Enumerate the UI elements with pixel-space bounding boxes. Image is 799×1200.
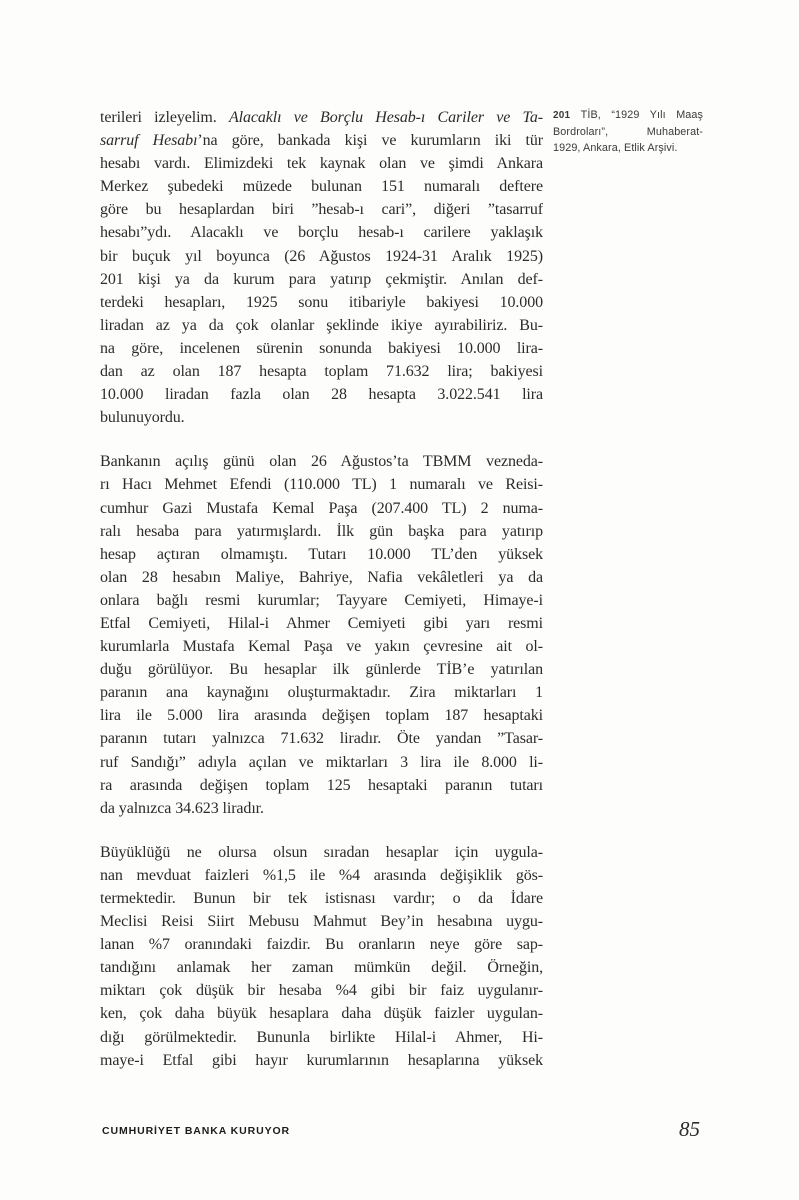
text-segment: lira ile 5.000 lira arasında değişen toplam 187 hesaptaki: [100, 707, 543, 725]
text-line: [100, 727, 543, 750]
text-segment: olan 28 hesabın Maliye, Bahriye, Nafia vekâletleri ya da: [100, 568, 543, 586]
text-segment: onlara bağlı resmi kurumlar; Tayyare Cemiyeti, Himaye-i: [100, 591, 543, 609]
text-line: [100, 520, 543, 543]
text-segment: maye-i Etfal gibi hayır kurumlarının hesaplarına yüksek: [100, 1051, 543, 1069]
text-line: [100, 175, 543, 198]
text-segment: nan mevduat faizleri %1,5 ile %4 arasında değişiklik gös-: [100, 866, 543, 884]
text-segment: bir buçuk yıl boyunca (26 Ağustos 1924-31 Aralık 1925): [100, 247, 543, 265]
text-line: [553, 140, 703, 157]
text-segment: Bankanın açılış günü olan 26 Ağustos’ta TBMM vezneda-: [100, 453, 543, 471]
text-segment: ’na göre, bankada kişi ve kurumların iki tür: [197, 132, 543, 150]
paragraph: [100, 450, 543, 820]
text-line: [100, 497, 543, 520]
text-line: [100, 704, 543, 727]
text-line: [100, 1026, 543, 1049]
text-segment: ken, çok daha büyük hesaplara daha düşük faizler uygulan-: [100, 1005, 543, 1023]
text-line: [100, 887, 543, 910]
text-line: [100, 979, 543, 1002]
text-segment: Meclisi Reisi Siirt Mebusu Mahmut Bey’in hesabına uygu-: [100, 913, 543, 931]
text-segment: Alacaklı ve Borçlu Hesab-ı Cariler ve Ta-: [228, 109, 543, 126]
text-line: [100, 106, 543, 129]
text-line: [100, 751, 543, 774]
text-line: [100, 129, 543, 152]
text-line: [100, 473, 543, 496]
text-line: [100, 406, 543, 429]
text-segment: terdeki hesapları, 1925 sonu itibariyle bakiyesi 10.000: [100, 293, 543, 311]
text-line: [100, 658, 543, 681]
text-segment: lanan %7 oranındaki faizdir. Bu oranların neye göre sap-: [100, 936, 543, 954]
text-line: [100, 910, 543, 933]
text-segment: hesabı”ydı. Alacaklı ve borçlu hesab-ı carilere yaklaşık: [100, 224, 543, 242]
text-segment: 10.000 liradan fazla olan 28 hesapta 3.022.541 lira: [100, 386, 543, 404]
text-segment: sarruf Hesabı: [100, 132, 198, 150]
text-segment: cumhur Gazi Mustafa Kemal Paşa (207.400 TL) 2 numa-: [100, 499, 543, 517]
text-line: [553, 124, 703, 141]
text-segment: kurumlarla Mustafa Kemal Paşa ve yakın çevresine ait ol-: [100, 638, 543, 656]
text-line: [100, 543, 543, 566]
text-segment: termektedir. Bunun bir tek istisnası vardır; o da İdare: [100, 890, 543, 907]
text-line: [100, 864, 543, 887]
text-line: [100, 221, 543, 244]
text-segment: göre bu hesaplardan biri ”hesab-ı cari”, diğeri ”tasarruf: [100, 201, 543, 219]
text-segment: hesap açtıran olmamıştı. Tutarı 10.000 TL’den yüksek: [100, 545, 543, 563]
text-segment: Bordroları”, Muhaberat-: [553, 125, 703, 138]
text-line: [100, 797, 543, 820]
text-segment: duğu görülüyor. Bu hesaplar ilk günlerde TİB’e yatırılan: [100, 661, 543, 679]
text-segment: da yalnızca 34.623 liradır.: [100, 799, 264, 817]
text-segment: Etfal Cemiyeti, Hilal-i Ahmer Cemiyeti gibi yarı resmi: [100, 614, 543, 632]
text-segment: na göre, incelenen sürenin sonunda bakiyesi 10.000 lira-: [100, 339, 543, 357]
text-line: [100, 589, 543, 612]
text-line: [100, 566, 543, 589]
text-segment: ralı hesaba para yatırmışlardı. İlk gün başka para yatırıp: [100, 522, 543, 540]
text-line: [100, 337, 543, 360]
text-segment: hesabı vardı. Elimizdeki tek kaynak olan ve şimdi Ankara: [100, 155, 543, 173]
text-segment: paranın ana kaynağını oluşturmaktadır. Zira miktarları 1: [100, 684, 543, 702]
page-number: 85: [679, 1117, 700, 1141]
text-line: [100, 933, 543, 956]
body-text-column: [100, 106, 543, 1093]
text-segment: Büyüklüğü ne olursa olsun sıradan hesaplar için uygula-: [100, 843, 543, 861]
paragraph: [100, 841, 543, 1072]
text-segment: ra arasında değişen toplam 125 hesaptaki paranın tutarı: [100, 776, 543, 794]
text-line: [100, 268, 543, 291]
text-line: [100, 383, 543, 406]
text-segment: paranın tutarı yalnızca 71.632 liradır. Öte yandan ”Tasar-: [100, 730, 543, 748]
running-title: CUMHURİYET BANKA KURUYOR: [102, 1125, 291, 1137]
text-segment: miktarı çok düşük bir hesaba %4 gibi bir faiz uygulanır-: [100, 982, 543, 1000]
text-line: [100, 291, 543, 314]
text-line: [100, 681, 543, 704]
text-line: [100, 1049, 543, 1072]
margin-note: [553, 107, 703, 157]
paragraph: [100, 106, 543, 429]
text-segment: tandığını anlamak her zaman mümkün değil. Örneğin,: [100, 959, 543, 977]
text-line: [100, 314, 543, 337]
text-segment: terileri izleyelim.: [100, 109, 229, 126]
text-line: [553, 107, 703, 124]
text-line: [100, 612, 543, 635]
text-line: [100, 841, 543, 864]
text-line: [100, 635, 543, 658]
text-segment: Merkez şubedeki müzede bulunan 151 numaralı deftere: [100, 178, 543, 196]
text-segment: TİB, “1929 Yılı Maaş: [580, 109, 703, 121]
text-segment: bulunuyordu.: [100, 409, 185, 427]
text-segment: 201: [553, 110, 581, 121]
text-segment: 201 kişi ya da kurum para yatırıp çekmiştir. Anılan def-: [100, 270, 543, 288]
text-segment: dığı görülmektedir. Bununla birlikte Hilal-i Ahmer, Hi-: [100, 1028, 543, 1046]
text-segment: ruf Sandığı” adıyla açılan ve miktarları 3 lira ile 8.000 li-: [100, 753, 543, 771]
text-line: [100, 774, 543, 797]
text-line: [100, 360, 543, 383]
text-segment: liradan az ya da çok olanlar şeklinde ikiye ayırabiliriz. Bu-: [100, 316, 543, 334]
text-line: [100, 1002, 543, 1025]
text-segment: 1929, Ankara, Etlik Arşivi.: [553, 142, 678, 155]
text-line: [100, 450, 543, 473]
text-line: [100, 152, 543, 175]
text-line: [100, 245, 543, 268]
text-segment: dan az olan 187 hesapta toplam 71.632 lira; bakiyesi: [100, 363, 543, 381]
text-line: [100, 956, 543, 979]
text-segment: rı Hacı Mehmet Efendi (110.000 TL) 1 numaralı ve Reisi-: [100, 476, 543, 494]
text-line: [100, 198, 543, 221]
